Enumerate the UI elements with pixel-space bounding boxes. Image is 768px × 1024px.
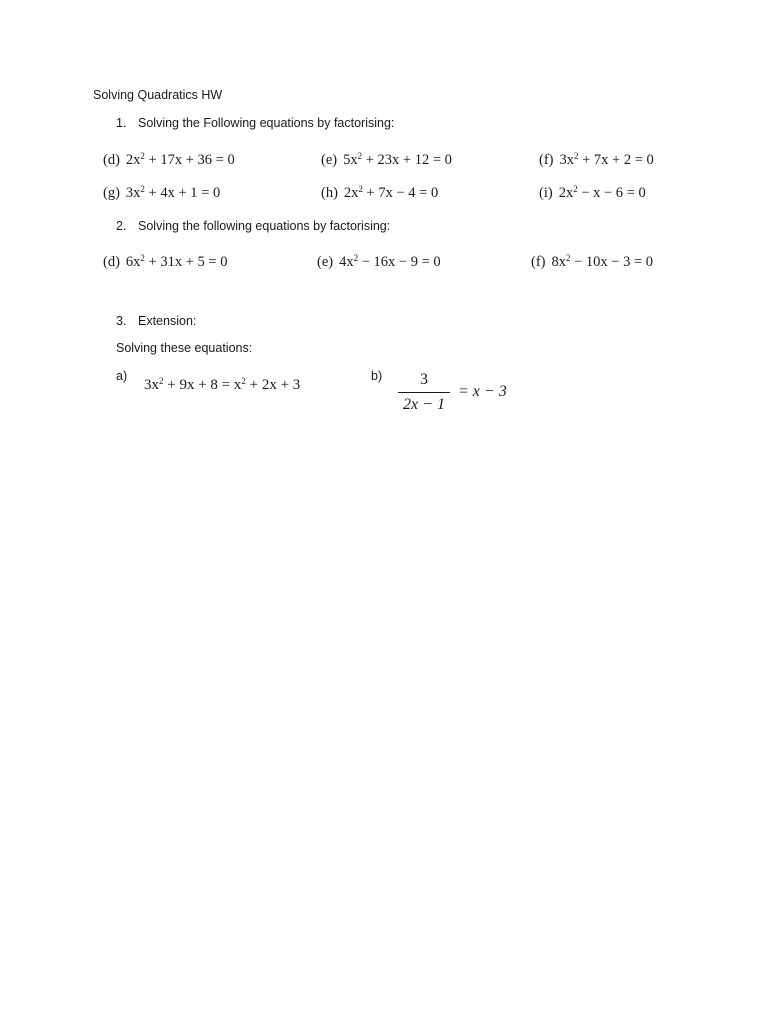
equation-term: 2x	[558, 185, 574, 201]
q1-equation-i	[539, 185, 646, 202]
equation-label: (f)	[539, 152, 554, 168]
exponent: 2	[353, 253, 359, 263]
exponent: 2	[241, 376, 246, 386]
equation-term: 2x	[343, 185, 359, 201]
q3-intro: Solving these equations:	[116, 341, 253, 355]
q2-equation-d	[103, 254, 227, 271]
equation-rest: + 2x + 3	[245, 377, 301, 393]
exponent: 2	[574, 151, 579, 161]
q1-equation-f	[539, 152, 654, 169]
q1-heading-text: Solving the Following equations by factorising:	[138, 116, 395, 130]
equation-rest: − x − 6 = 0	[577, 185, 646, 201]
equation-term: 3x	[125, 185, 141, 201]
equation-term: 4x	[339, 254, 354, 270]
equation-rest: + 9x + 8 =	[163, 377, 234, 393]
exponent: 2	[358, 184, 363, 194]
equation-label: (f)	[531, 254, 546, 270]
page-title: Solving Quadratics HW	[93, 88, 223, 102]
equation-rest: + 4x + 1 = 0	[144, 185, 221, 201]
q3-number: 3.	[116, 314, 127, 328]
equation-term: 3x	[144, 377, 159, 393]
exponent: 2	[573, 184, 578, 194]
q3-heading	[116, 314, 196, 328]
equation-term: 8x	[551, 254, 566, 270]
equation-rest: − 16x − 9 = 0	[358, 254, 441, 270]
q1-equation-g	[103, 185, 220, 202]
equation-term: 3x	[559, 152, 574, 168]
q3b-fraction	[398, 371, 450, 414]
q2-heading	[116, 219, 390, 233]
exponent: 2	[566, 253, 571, 263]
q3a-equation	[144, 377, 300, 394]
q2-heading-text: Solving the following equations by factorising:	[138, 219, 391, 233]
equation-term: 2x	[125, 152, 141, 168]
q2-equation-f	[531, 254, 653, 271]
equation-rest: + 17x + 36 = 0	[144, 152, 235, 168]
equation-rest: + 31x + 5 = 0	[144, 254, 228, 270]
equation-label: (i)	[539, 185, 553, 201]
q2-equation-e	[317, 254, 441, 271]
exponent: 2	[159, 376, 164, 386]
fraction-numerator: 3	[420, 371, 428, 388]
equation-rest: + 7x − 4 = 0	[362, 185, 439, 201]
q1-equation-e	[321, 152, 452, 169]
equation-label: (h)	[321, 185, 338, 201]
equation-label: (g)	[103, 185, 120, 201]
q1-equation-h	[321, 185, 438, 202]
q3-heading-text: Extension:	[138, 314, 197, 328]
q3b-rhs: = x − 3	[458, 383, 507, 400]
equation-rest: + 7x + 2 = 0	[578, 152, 654, 168]
equation-rest: + 23x + 12 = 0	[362, 152, 452, 168]
q3b-label: b)	[371, 369, 383, 383]
exponent: 2	[140, 151, 145, 161]
equation-term: 6x	[125, 254, 141, 270]
equation-term: x	[233, 377, 242, 393]
q1-number: 1.	[116, 116, 127, 130]
equation-rest: − 10x − 3 = 0	[570, 254, 654, 270]
q3a-label: a)	[116, 369, 128, 383]
q2-number: 2.	[116, 219, 127, 233]
fraction-denominator: 2x − 1	[403, 396, 445, 413]
exponent: 2	[140, 184, 145, 194]
equation-label: (e)	[321, 152, 338, 168]
equation-label: (e)	[317, 254, 334, 270]
q1-heading	[116, 116, 394, 130]
equation-label: (d)	[103, 254, 120, 270]
exponent: 2	[140, 253, 145, 263]
equation-label: (d)	[103, 152, 120, 168]
equation-term: 5x	[343, 152, 358, 168]
exponent: 2	[357, 151, 363, 161]
q1-equation-d	[103, 152, 235, 169]
